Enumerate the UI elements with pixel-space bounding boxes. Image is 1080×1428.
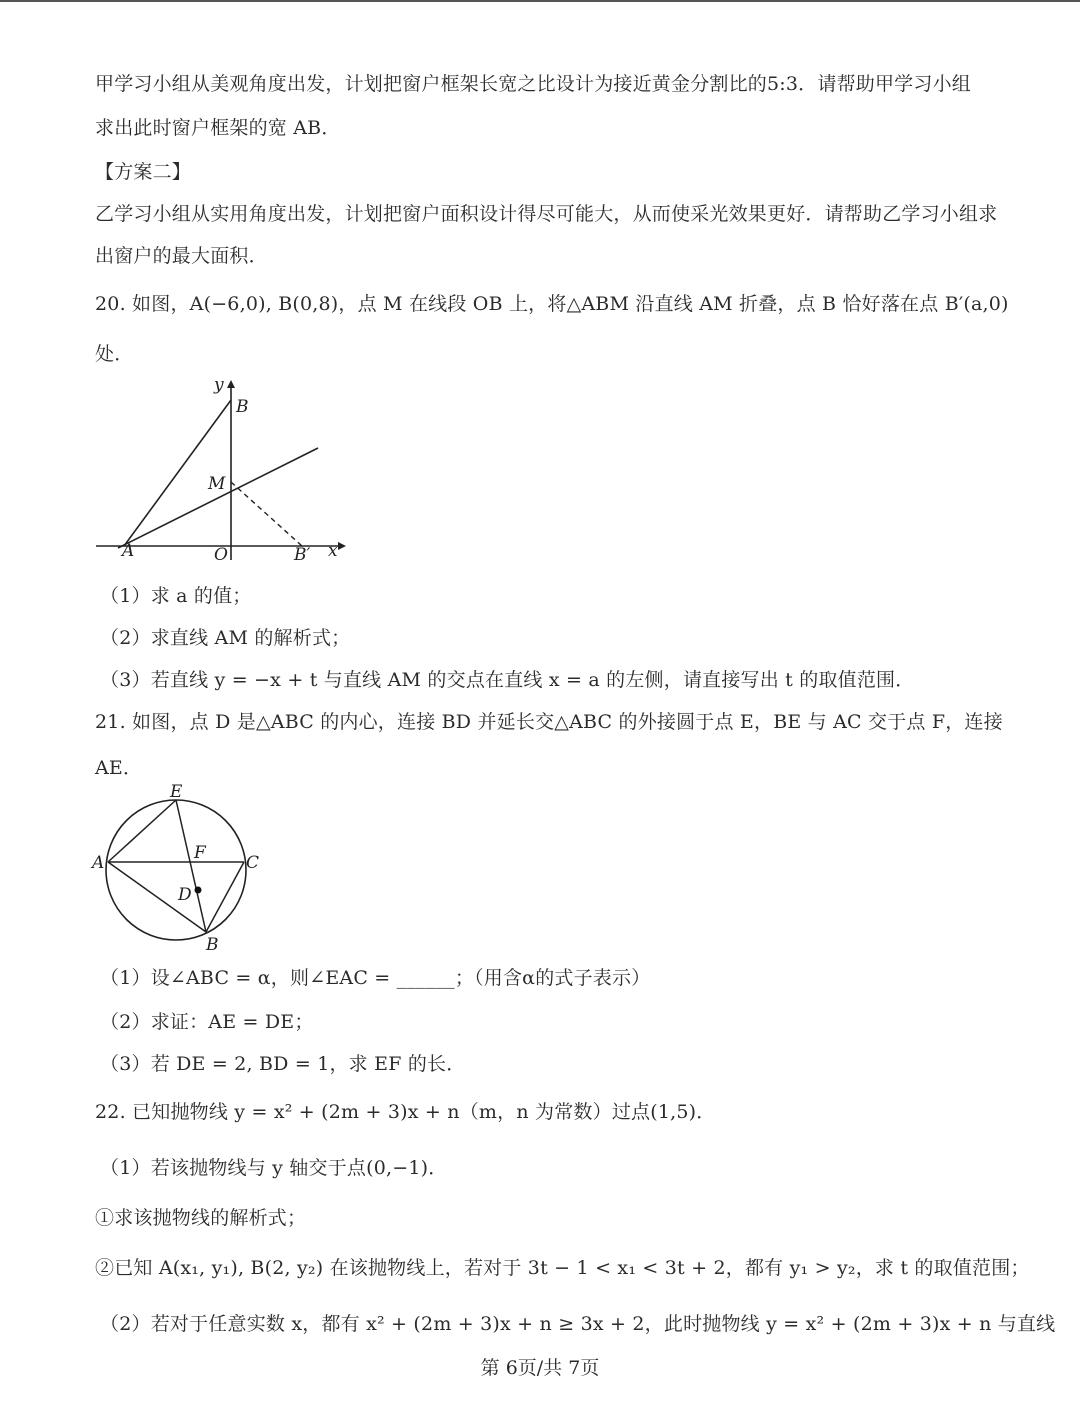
label-B: B (206, 935, 219, 955)
label-x: x (328, 541, 338, 561)
question-22-part-1: （1）若该抛物线与 y 轴交于点(0,−1)． (100, 1157, 448, 1179)
question-21-stem: 21. 如图，点 D 是△ABC 的内心，连接 BD 并延长交△ABC 的外接圆于点 E，BE 与 AC 交于点 F，连接 (95, 711, 1003, 733)
point-D (195, 887, 202, 894)
segment-MB-prime (231, 482, 302, 546)
figure-21-circle-diagram (88, 782, 278, 960)
label-D: D (178, 885, 192, 905)
page-footer: 第 6页/共 7页 (480, 1357, 600, 1379)
label-y: y (214, 375, 224, 395)
label-E: E (170, 782, 183, 802)
y-axis-arrow-icon (227, 380, 235, 388)
label-C: C (246, 853, 260, 873)
question-22-part-2: （2）若对于任意实数 x，都有 x² + (2m + 3)x + n ≥ 3x + 2，此时抛物线 y = x² + (2m + 3)x + n 与直线 (100, 1313, 1056, 1335)
question-20-part-2: （2）求直线 AM 的解析式； (100, 627, 351, 649)
question-22-part-1b: ②已知 A(x₁, y₁), B(2, y₂) 在该抛物线上，若对于 3t − 1 < x₁ < 3t + 2，都有 y₁ > y₂，求 t 的取值范围； (95, 1257, 1030, 1279)
question-22-stem: 22. 已知抛物线 y = x² + (2m + 3)x + n（m，n 为常数）过点(1,5)． (95, 1101, 716, 1123)
text-line: 甲学习小组从美观角度出发，计划把窗户框架长宽之比设计为接近黄金分割比的5:3．请帮助甲学习小组 (95, 73, 971, 95)
text-line: 出窗户的最大面积． (95, 245, 268, 267)
label-B-prime: B′ (294, 545, 311, 565)
segment-BC (206, 862, 244, 932)
text-line: 乙学习小组从实用角度出发，计划把窗户面积设计得尽可能大，从而使采光效果更好．请帮助乙学习小组求 (95, 203, 998, 225)
label-A: A (122, 541, 135, 561)
circumcircle (106, 800, 246, 940)
question-21-part-2: （2）求证：AE = DE； (100, 1011, 314, 1033)
figure-20-coordinate-diagram (90, 370, 360, 570)
segment-BE (176, 800, 206, 932)
label-O: O (214, 545, 228, 565)
question-20-part-3: （3）若直线 y = −x + t 与直线 AM 的交点在直线 x = a 的左侧，请直接写出 t 的取值范围． (100, 669, 915, 691)
section-heading: 【方案二】 (95, 161, 192, 183)
label-F: F (194, 843, 206, 863)
question-20-stem: 20. 如图，A(−6,0), B(0,8)，点 M 在线段 OB 上，将△ABM 沿直线 AM 折叠，点 B 恰好落在点 B′(a,0) (95, 293, 1009, 315)
question-20-part-1: （1）求 a 的值； (100, 585, 252, 607)
text-line: 求出此时窗户框架的宽 AB． (95, 117, 341, 139)
question-21-part-3: （3）若 DE = 2, BD = 1，求 EF 的长． (100, 1053, 466, 1075)
label-M: M (208, 474, 226, 494)
question-22-part-1a: ①求该抛物线的解析式； (95, 1207, 307, 1229)
x-axis-arrow-icon (338, 542, 346, 550)
label-A: A (92, 853, 105, 873)
question-20-stem-cont: 处． (95, 343, 134, 365)
question-21-part-1: （1）设∠ABC = α，则∠EAC = ______；（用含α的式子表示） (100, 967, 651, 989)
question-21-stem-cont: AE． (95, 757, 143, 779)
top-border (0, 0, 1080, 2)
segment-AB (124, 400, 231, 546)
label-B: B (236, 397, 249, 417)
